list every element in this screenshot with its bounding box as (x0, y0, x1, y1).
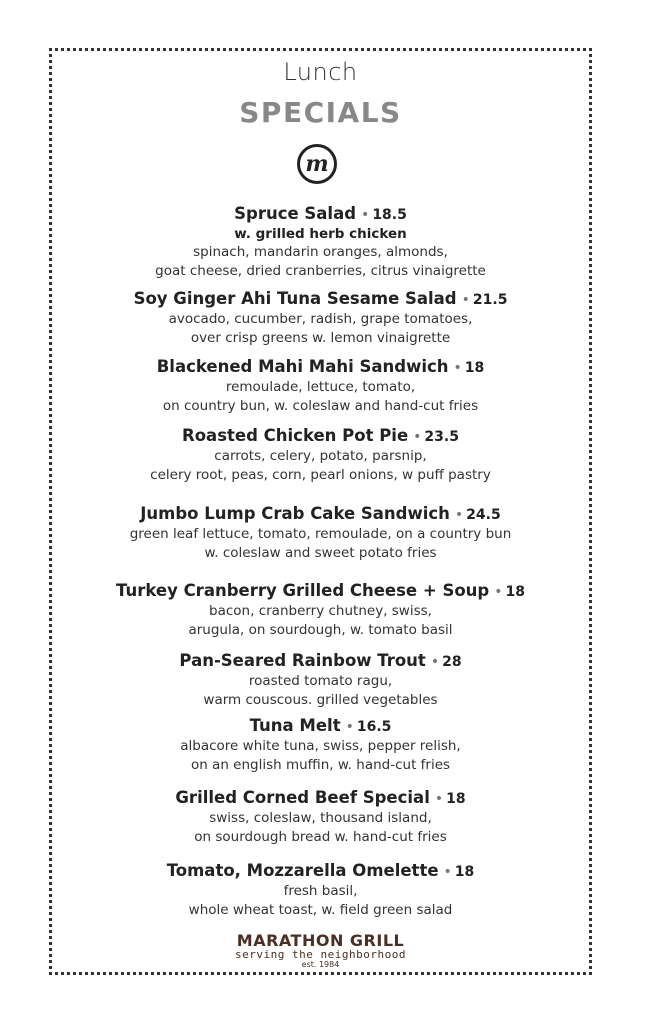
item-price: 23.5 (424, 429, 459, 445)
menu-page (49, 48, 592, 975)
menu-item-spruce-salad (49, 204, 592, 281)
menu-item-tuna-melt (49, 716, 592, 775)
item-desc-line: bacon, cranberry chutney, swiss, (209, 603, 432, 619)
heading-lunch: Lunch (283, 58, 358, 86)
item-name: Soy Ginger Ahi Tuna Sesame Salad (133, 289, 457, 308)
separator: • (361, 207, 370, 223)
item-desc-line: spinach, mandarin oranges, almonds, (193, 244, 448, 260)
item-desc-line: celery root, peas, corn, pearl onions, w puff pastry (150, 467, 491, 483)
item-subtitle: w. grilled herb chicken (234, 226, 407, 242)
item-desc-line: green leaf lettuce, tomato, remoulade, on a country bun (129, 526, 512, 542)
brand-est: est. 1984 (301, 960, 340, 969)
item-price: 16.5 (356, 719, 392, 735)
separator: • (454, 507, 464, 523)
menu-item-ahi-tuna-salad (49, 289, 592, 348)
item-price: 24.5 (466, 507, 501, 523)
separator: • (494, 584, 503, 600)
item-price: 18 (464, 360, 485, 376)
item-name: Turkey Cranberry Grilled Cheese + Soup (116, 581, 490, 600)
separator: • (443, 864, 452, 880)
item-price: 18 (505, 584, 525, 600)
menu-item-corned-beef (49, 788, 592, 847)
brand-logo (49, 932, 592, 969)
separator: • (345, 719, 354, 735)
item-name: Pan-Seared Rainbow Trout (179, 651, 426, 670)
separator: • (453, 360, 462, 376)
menu-item-rainbow-trout (49, 651, 592, 710)
item-desc-line: roasted tomato ragu, (248, 673, 393, 689)
item-name: Tuna Melt (249, 716, 341, 735)
item-desc-line: carrots, celery, potato, parsnip, (214, 448, 427, 464)
item-price: 18 (454, 864, 475, 880)
item-desc-line: fresh basil, (283, 883, 358, 899)
separator: • (413, 429, 422, 445)
item-name: Grilled Corned Beef Special (175, 788, 430, 807)
item-desc-line: on an english muffin, w. hand-cut fries (190, 757, 451, 773)
item-desc-line: warm couscous. grilled vegetables (203, 692, 438, 708)
item-name: Blackened Mahi Mahi Sandwich (156, 357, 449, 376)
separator: • (434, 791, 444, 807)
logo-letter: m (305, 151, 329, 177)
brand-tagline: serving the neighborhood (235, 948, 406, 961)
item-desc-line: remoulade, lettuce, tomato, (225, 379, 416, 395)
item-desc-line: arugula, on sourdough, w. tomato basil (188, 622, 453, 638)
item-desc-line: avocado, cucumber, radish, grape tomatoes, (168, 311, 473, 327)
menu-item-crab-cake-sandwich (49, 504, 592, 563)
item-price: 21.5 (472, 292, 508, 308)
item-name: Roasted Chicken Pot Pie (182, 426, 409, 445)
item-price: 18 (446, 791, 466, 807)
item-price: 18.5 (372, 207, 407, 223)
menu-item-turkey-grilled-cheese (49, 581, 592, 640)
item-name: Tomato, Mozzarella Omelette (166, 861, 439, 880)
separator: • (461, 292, 470, 308)
item-desc-line: on sourdough bread w. hand-cut fries (194, 829, 447, 845)
item-desc-line: over crisp greens w. lemon vinaigrette (190, 330, 451, 346)
menu-item-mahi-sandwich (49, 357, 592, 416)
item-desc-line: on country bun, w. coleslaw and hand-cut fries (162, 398, 479, 414)
m-logo-icon (297, 144, 337, 184)
item-price: 28 (442, 654, 462, 670)
item-desc-line: albacore white tuna, swiss, pepper relish, (180, 738, 461, 754)
menu-item-omelette (49, 861, 592, 920)
item-name: Jumbo Lump Crab Cake Sandwich (140, 504, 450, 523)
brand-name: MARATHON GRILL (236, 931, 405, 950)
heading-specials: SPECIALS (239, 96, 402, 129)
item-desc-line: goat cheese, dried cranberries, citrus vinaigrette (155, 263, 486, 279)
menu-item-chicken-pot-pie (49, 426, 592, 485)
item-desc-line: whole wheat toast, w. field green salad (188, 902, 453, 918)
item-desc-line: swiss, coleslaw, thousand island, (209, 810, 432, 826)
item-name: Spruce Salad (234, 204, 357, 223)
item-desc-line: w. coleslaw and sweet potato fries (204, 545, 437, 561)
separator: • (430, 654, 440, 670)
